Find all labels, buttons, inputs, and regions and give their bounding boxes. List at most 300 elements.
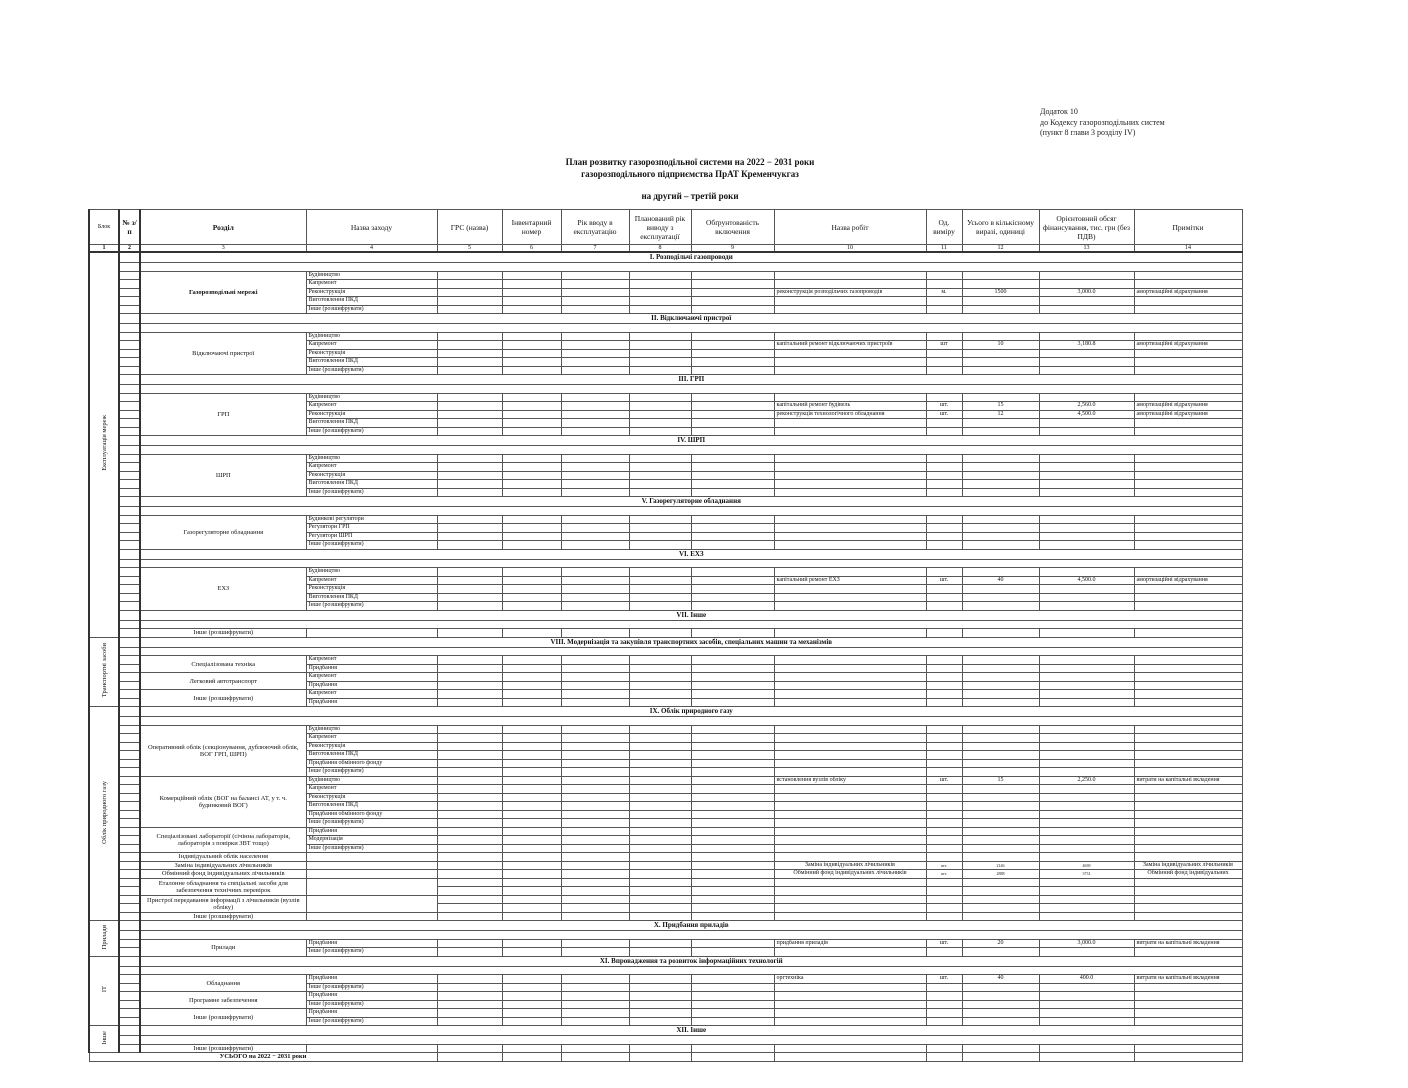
decommission-year-cell xyxy=(629,576,691,585)
unit-cell xyxy=(926,742,962,751)
quantity-cell xyxy=(962,305,1039,314)
block-label: Прилади xyxy=(100,924,108,949)
header-quantity: Усього в кількісному виразі, одиниці xyxy=(962,210,1039,245)
unit-cell: шт. xyxy=(926,939,962,948)
unit-cell xyxy=(926,681,962,690)
justification-cell xyxy=(691,585,774,594)
quantity-cell xyxy=(962,734,1039,743)
row-number xyxy=(119,690,140,699)
note-cell: амортизаційні відрахування xyxy=(1134,341,1242,350)
justification-cell xyxy=(691,480,774,489)
table-row xyxy=(89,827,1242,836)
row-number xyxy=(119,904,140,913)
spacer xyxy=(140,966,1242,975)
table-row xyxy=(89,725,1242,734)
decommission-year-cell xyxy=(629,785,691,794)
work-name-cell xyxy=(774,904,926,913)
row-number xyxy=(119,341,140,350)
row-number xyxy=(119,975,140,984)
justification-cell xyxy=(691,793,774,802)
table-row xyxy=(89,454,1242,463)
commission-year-cell xyxy=(561,853,629,862)
grs-cell xyxy=(437,759,502,768)
measure-name: Виготовлення ПКД xyxy=(306,751,437,760)
unit-cell xyxy=(926,768,962,777)
grs-cell xyxy=(437,593,502,602)
work-name-cell xyxy=(774,488,926,497)
spacer xyxy=(140,385,1242,394)
row-number xyxy=(119,785,140,794)
quantity-cell xyxy=(962,759,1039,768)
quantity-cell xyxy=(962,532,1039,541)
commission-year-cell xyxy=(561,759,629,768)
note-cell xyxy=(1134,271,1242,280)
block-label: Облік природного газу xyxy=(100,780,108,844)
quantity-cell xyxy=(962,887,1039,896)
commission-year-cell xyxy=(561,939,629,948)
unit-cell xyxy=(926,895,962,904)
document-title: План розвитку газорозподільної системи на 2022 − 2031 роки xyxy=(565,157,815,167)
inventory-cell xyxy=(502,844,561,853)
unit-cell xyxy=(926,629,962,638)
spacer xyxy=(140,507,1242,516)
unit-cell xyxy=(926,427,962,436)
row-number xyxy=(119,471,140,480)
inventory-cell xyxy=(502,629,561,638)
decommission-year-cell xyxy=(629,1000,691,1009)
work-name-cell xyxy=(774,541,926,550)
unit-cell xyxy=(926,878,962,887)
measure-name: Реконструкція xyxy=(306,742,437,751)
work-name-cell xyxy=(774,819,926,828)
grs-cell xyxy=(437,358,502,367)
grs-cell xyxy=(437,349,502,358)
decommission-year-cell xyxy=(629,629,691,638)
quantity-cell xyxy=(962,1053,1039,1062)
financing-cell xyxy=(1039,690,1134,699)
commission-year-cell xyxy=(561,515,629,524)
col-num: 8 xyxy=(629,245,691,253)
decommission-year-cell xyxy=(629,471,691,480)
grs-cell xyxy=(437,656,502,665)
decommission-year-cell xyxy=(629,297,691,306)
note-cell xyxy=(1134,690,1242,699)
row-number xyxy=(119,966,140,975)
section-title: VIII. Модернізація та закупівля транспортних засобів, спеціальних машин та механізмів xyxy=(140,637,1242,647)
unit-cell xyxy=(926,1009,962,1018)
justification-cell xyxy=(691,271,774,280)
row-number xyxy=(119,541,140,550)
unit-cell xyxy=(926,349,962,358)
decommission-year-cell xyxy=(629,393,691,402)
decommission-year-cell xyxy=(629,532,691,541)
col-num: 9 xyxy=(691,245,774,253)
table-row xyxy=(89,895,1242,904)
work-name-cell xyxy=(774,734,926,743)
grs-cell xyxy=(437,1053,502,1062)
unit-cell xyxy=(926,785,962,794)
financing-cell xyxy=(1039,480,1134,489)
work-name-cell xyxy=(774,463,926,472)
decommission-year-cell xyxy=(629,1009,691,1018)
commission-year-cell xyxy=(561,454,629,463)
unit-cell xyxy=(926,1053,962,1062)
note-cell xyxy=(1134,836,1242,845)
decommission-year-cell xyxy=(629,664,691,673)
row-number xyxy=(119,375,140,385)
grs-cell xyxy=(437,751,502,760)
table-row xyxy=(89,332,1242,341)
grs-cell xyxy=(437,904,502,913)
measure-name: Придбання xyxy=(306,1009,437,1018)
table-row xyxy=(89,393,1242,402)
inventory-cell xyxy=(502,870,561,879)
work-name-cell xyxy=(774,664,926,673)
decommission-year-cell xyxy=(629,819,691,828)
commission-year-cell xyxy=(561,742,629,751)
unit-cell xyxy=(926,332,962,341)
measure-name: Придбання xyxy=(306,992,437,1001)
measure-name: Реконструкція xyxy=(306,585,437,594)
row-number xyxy=(119,358,140,367)
grs-cell xyxy=(437,853,502,862)
row-number xyxy=(119,324,140,333)
header-justification: Обґрунтованість включення xyxy=(691,210,774,245)
row-number xyxy=(119,524,140,533)
grs-cell xyxy=(437,341,502,350)
commission-year-cell xyxy=(561,463,629,472)
inventory-cell xyxy=(502,681,561,690)
decommission-year-cell xyxy=(629,939,691,948)
grs-cell xyxy=(437,1009,502,1018)
financing-cell xyxy=(1039,759,1134,768)
grs-cell xyxy=(437,939,502,948)
header-notes: Примітки xyxy=(1134,210,1242,245)
section-row xyxy=(89,610,1242,620)
section-row xyxy=(89,549,1242,559)
measure-name: Капремонт xyxy=(306,690,437,699)
group-name: Комерційний облік (ВОГ на балансі АТ, у т. ч. будинковий ВОГ) xyxy=(140,776,306,827)
work-name-cell xyxy=(774,844,926,853)
note-cell: витрати на капітальні вкладення xyxy=(1134,939,1242,948)
decommission-year-cell xyxy=(629,759,691,768)
unit-cell xyxy=(926,297,962,306)
table-row xyxy=(89,629,1242,638)
row-number xyxy=(119,673,140,682)
quantity-cell xyxy=(962,992,1039,1001)
unit-cell xyxy=(926,480,962,489)
commission-year-cell xyxy=(561,819,629,828)
decommission-year-cell xyxy=(629,895,691,904)
financing-cell xyxy=(1039,593,1134,602)
note-cell xyxy=(1134,585,1242,594)
table-row xyxy=(89,1009,1242,1018)
grs-cell xyxy=(437,948,502,957)
justification-cell xyxy=(691,419,774,428)
work-name-cell xyxy=(774,358,926,367)
financing-cell xyxy=(1039,629,1134,638)
unit-cell xyxy=(926,271,962,280)
grs-cell xyxy=(437,664,502,673)
inventory-cell xyxy=(502,488,561,497)
commission-year-cell xyxy=(561,827,629,836)
commission-year-cell xyxy=(561,541,629,550)
justification-cell xyxy=(691,297,774,306)
document-period: на другий – третій роки xyxy=(641,191,739,201)
unit-cell xyxy=(926,751,962,760)
justification-cell xyxy=(691,568,774,577)
quantity-cell xyxy=(962,463,1039,472)
justification-cell xyxy=(691,759,774,768)
commission-year-cell xyxy=(561,656,629,665)
inventory-cell xyxy=(502,853,561,862)
header-decommission-year: Планований рік виводу з експлуатації xyxy=(629,210,691,245)
group-name: Пристрої передавання інформації з лічильників (вузлів обліку) xyxy=(140,895,306,912)
quantity-cell: 15 xyxy=(962,402,1039,411)
inventory-cell xyxy=(502,1044,561,1053)
grs-cell xyxy=(437,524,502,533)
row-number xyxy=(119,647,140,656)
unit-cell: шт. xyxy=(926,870,962,879)
decommission-year-cell xyxy=(629,681,691,690)
work-name-cell xyxy=(774,427,926,436)
grs-cell xyxy=(437,878,502,887)
table-row xyxy=(89,656,1242,665)
commission-year-cell xyxy=(561,895,629,904)
unit-cell xyxy=(926,853,962,862)
row-number xyxy=(119,576,140,585)
inventory-cell xyxy=(502,532,561,541)
justification-cell xyxy=(691,524,774,533)
note-cell xyxy=(1134,819,1242,828)
group-name: Оперативний облік (секціонування, дублюючий облік, ВОГ ГРП, ШРП) xyxy=(140,725,306,776)
row-number xyxy=(119,912,140,921)
inventory-cell xyxy=(502,1053,561,1062)
group-name: Інше (розшифрувати) xyxy=(140,1044,306,1053)
work-name-cell: капітальний ремонт відключаючих пристроїв xyxy=(774,341,926,350)
grs-cell xyxy=(437,681,502,690)
justification-cell xyxy=(691,785,774,794)
note-cell xyxy=(1134,768,1242,777)
decommission-year-cell xyxy=(629,366,691,375)
note-cell xyxy=(1134,419,1242,428)
justification-cell xyxy=(691,629,774,638)
inventory-cell xyxy=(502,827,561,836)
group-name: Обмінний фонд індивідуальних лічильників xyxy=(140,870,306,879)
note-cell xyxy=(1134,454,1242,463)
quantity-cell xyxy=(962,895,1039,904)
decommission-year-cell xyxy=(629,349,691,358)
spacer xyxy=(140,324,1242,333)
commission-year-cell xyxy=(561,288,629,297)
row-number xyxy=(119,385,140,394)
group-name: Індивідуальний облік населення xyxy=(140,853,306,862)
financing-cell: 3731 xyxy=(1039,870,1134,879)
row-number xyxy=(119,759,140,768)
financing-cell xyxy=(1039,393,1134,402)
unit-cell: шт. xyxy=(926,975,962,984)
inventory-cell xyxy=(502,759,561,768)
financing-cell xyxy=(1039,878,1134,887)
inventory-cell xyxy=(502,576,561,585)
row-number xyxy=(119,751,140,760)
commission-year-cell xyxy=(561,664,629,673)
financing-cell xyxy=(1039,698,1134,707)
note-cell xyxy=(1134,912,1242,921)
quantity-cell xyxy=(962,427,1039,436)
decommission-year-cell xyxy=(629,341,691,350)
inventory-cell xyxy=(502,427,561,436)
financing-cell xyxy=(1039,751,1134,760)
measure-name xyxy=(306,853,437,862)
work-name-cell xyxy=(774,280,926,289)
inventory-cell xyxy=(502,1000,561,1009)
measure-name: Реконструкція xyxy=(306,793,437,802)
commission-year-cell xyxy=(561,948,629,957)
justification-cell xyxy=(691,488,774,497)
unit-cell xyxy=(926,593,962,602)
commission-year-cell xyxy=(561,673,629,682)
financing-cell xyxy=(1039,1017,1134,1026)
justification-cell xyxy=(691,1009,774,1018)
note-cell xyxy=(1134,280,1242,289)
work-name-cell: оргтехніка xyxy=(774,975,926,984)
financing-cell xyxy=(1039,656,1134,665)
quantity-cell xyxy=(962,515,1039,524)
work-name-cell xyxy=(774,802,926,811)
decommission-year-cell xyxy=(629,690,691,699)
work-name-cell xyxy=(774,759,926,768)
justification-cell xyxy=(691,878,774,887)
total-row xyxy=(89,1053,1242,1062)
spacer xyxy=(140,559,1242,568)
note-cell xyxy=(1134,878,1242,887)
grs-cell xyxy=(437,1017,502,1026)
financing-cell: 4,500.0 xyxy=(1039,410,1134,419)
justification-cell xyxy=(691,948,774,957)
unit-cell: шт. xyxy=(926,402,962,411)
row-number xyxy=(119,734,140,743)
decommission-year-cell xyxy=(629,463,691,472)
row-number xyxy=(119,629,140,638)
justification-cell xyxy=(691,904,774,913)
quantity-cell xyxy=(962,454,1039,463)
measure-name: Придбання xyxy=(306,698,437,707)
financing-cell xyxy=(1039,332,1134,341)
work-name-cell xyxy=(774,532,926,541)
spacer-row xyxy=(89,446,1242,455)
section-row xyxy=(89,252,1242,263)
decommission-year-cell xyxy=(629,776,691,785)
work-name-cell xyxy=(774,471,926,480)
section-title: ІV. ШРП xyxy=(140,436,1242,446)
spacer xyxy=(140,620,1242,629)
unit-cell xyxy=(926,1000,962,1009)
commission-year-cell xyxy=(561,524,629,533)
note-cell xyxy=(1134,673,1242,682)
quantity-cell xyxy=(962,751,1039,760)
table-row xyxy=(89,853,1242,862)
quantity-cell xyxy=(962,480,1039,489)
table-row xyxy=(89,515,1242,524)
financing-cell: 3,000.0 xyxy=(1039,288,1134,297)
measure-name: Інше (розшифрувати) xyxy=(306,602,437,611)
row-number xyxy=(119,656,140,665)
row-number xyxy=(119,454,140,463)
justification-cell xyxy=(691,332,774,341)
justification-cell xyxy=(691,861,774,870)
grs-cell xyxy=(437,734,502,743)
note-cell xyxy=(1134,853,1242,862)
quantity-cell: 15 xyxy=(962,776,1039,785)
financing-cell xyxy=(1039,734,1134,743)
measure-name: Будівництво xyxy=(306,776,437,785)
commission-year-cell xyxy=(561,332,629,341)
quantity-cell xyxy=(962,912,1039,921)
row-number xyxy=(119,827,140,836)
row-number xyxy=(119,1009,140,1018)
commission-year-cell xyxy=(561,734,629,743)
spacer-row xyxy=(89,717,1242,726)
grs-cell xyxy=(437,576,502,585)
grs-cell xyxy=(437,366,502,375)
quantity-cell xyxy=(962,297,1039,306)
quantity-cell xyxy=(962,742,1039,751)
measure-name: Будівництво xyxy=(306,454,437,463)
inventory-cell xyxy=(502,419,561,428)
group-name: Прилади xyxy=(140,939,306,956)
measure-name: Капремонт xyxy=(306,785,437,794)
row-number xyxy=(119,532,140,541)
commission-year-cell xyxy=(561,975,629,984)
note-cell xyxy=(1134,480,1242,489)
unit-cell xyxy=(926,471,962,480)
unit-cell xyxy=(926,419,962,428)
measure-name: Будівництво xyxy=(306,393,437,402)
quantity-cell: 10 xyxy=(962,341,1039,350)
unit-cell xyxy=(926,541,962,550)
grs-cell xyxy=(437,725,502,734)
grs-cell xyxy=(437,454,502,463)
grs-cell xyxy=(437,870,502,879)
financing-cell xyxy=(1039,895,1134,904)
group-name: Спеціалізовані лабораторії (січінна лабораторія, лабораторія з повірки ЗВТ тощо) xyxy=(140,827,306,853)
decommission-year-cell xyxy=(629,602,691,611)
justification-cell xyxy=(691,725,774,734)
grs-cell xyxy=(437,1000,502,1009)
work-name-cell xyxy=(774,1044,926,1053)
commission-year-cell xyxy=(561,402,629,411)
table-row xyxy=(89,939,1242,948)
note-cell xyxy=(1134,1017,1242,1026)
row-number xyxy=(119,410,140,419)
commission-year-cell xyxy=(561,585,629,594)
justification-cell xyxy=(691,751,774,760)
quantity-cell xyxy=(962,585,1039,594)
header-grs: ГРС (назва) xyxy=(437,210,502,245)
measure-name: Капремонт xyxy=(306,576,437,585)
decommission-year-cell xyxy=(629,515,691,524)
note-cell: витрати на капітальні вкладення xyxy=(1134,776,1242,785)
note-cell: амортизаційні відрахування xyxy=(1134,288,1242,297)
work-name-cell xyxy=(774,827,926,836)
header-works: Назва робіт xyxy=(774,210,926,245)
justification-cell xyxy=(691,698,774,707)
work-name-cell xyxy=(774,332,926,341)
unit-cell xyxy=(926,305,962,314)
inventory-cell xyxy=(502,734,561,743)
note-cell xyxy=(1134,895,1242,904)
